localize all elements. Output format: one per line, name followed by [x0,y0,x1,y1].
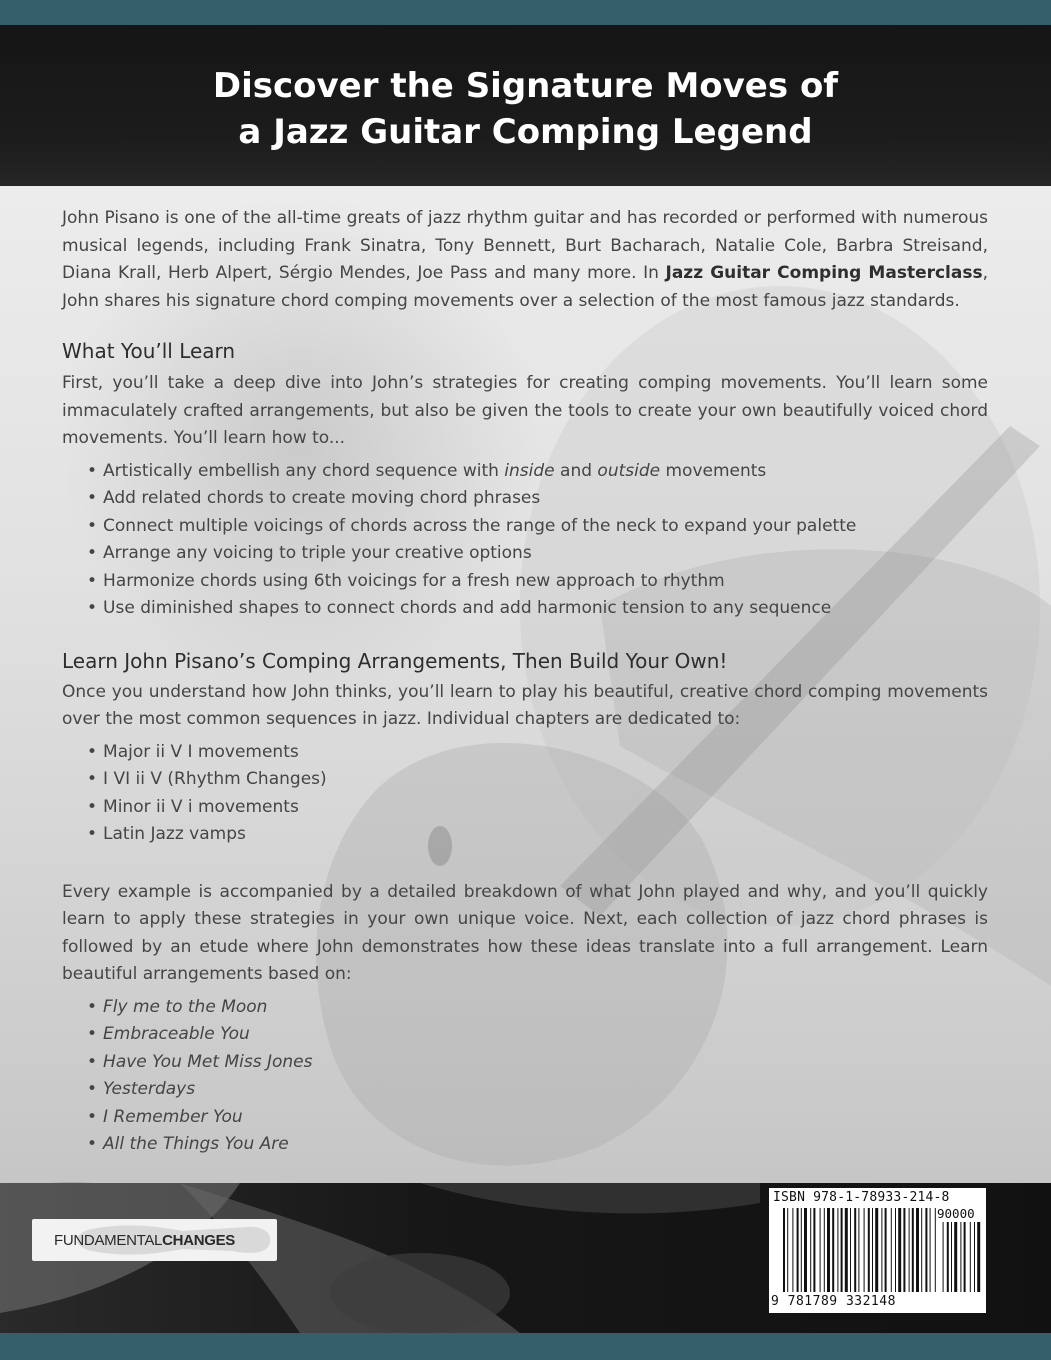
bullet-text: Artistically embellish any chord sequence with [103,460,505,481]
intro-paragraph [62,205,988,315]
list-item: • I VI ii V (Rhythm Changes) [87,766,988,794]
book-title: Jazz Guitar Comping Masterclass [665,263,983,283]
bottom-border [0,1333,1051,1360]
section1-intro: First, you’ll take a deep dive into John’s strategies for creating comping movements. You’ll learn some immaculately crafted arrangements, but also be given the tools to create your own beautifully voiced chord movements. You’ll learn how to... [62,373,988,448]
list-item: • Connect multiple voicings of chords across the range of the neck to expand your palette [87,513,988,541]
section-heading-what-youll-learn: What You’ll Learn [62,339,236,363]
skills-list [87,458,988,623]
header-band [0,25,1051,186]
section-heading-comping-arrangements: Learn John Pisano’s Comping Arrangements, Then Build Your Own! [62,648,728,673]
list-item: • Embraceable You [87,1021,988,1049]
intro-text-2: , John shares his signature chord comping movements over a selection of the most famous jazz standards. [62,263,988,311]
list-item: • Minor ii V i movements [87,794,988,822]
bullet-em-outside: outside [597,460,661,481]
section2-outro: Every example is accompanied by a detailed breakdown of what John played and why, and you’ll quickly learn to apply these strategies in your own unique voice. Next, each collection of jazz chord phrases is followed by an etude where John demonstrates how these ideas translate into a full arrangement. Learn beautiful arrangements based on: [62,881,988,984]
back-cover [0,25,1051,1333]
bullet-em-inside: inside [504,460,555,481]
cover-headline [0,63,1051,155]
list-item: • Major ii V I movements [87,739,988,767]
publisher-name-light: FUNDAMENTAL [54,1232,163,1249]
list-item: • Harmonize chords using 6th voicings for a fresh new approach to rhythm [87,568,988,596]
list-item: • Add related chords to create moving chord phrases [87,485,988,513]
list-item: • Have You Met Miss Jones [87,1049,988,1077]
list-item: • Latin Jazz vamps [87,821,988,849]
chapters-list [87,739,988,849]
list-item: • Use diminished shapes to connect chords and add harmonic tension to any sequence [87,595,988,623]
list-item [87,458,988,486]
headline-line-1: Discover the Signature Moves of [212,66,839,106]
songs-list [87,994,988,1159]
publisher-name [54,1232,235,1249]
publisher-name-bold: CHANGES [162,1232,236,1249]
list-item: • Arrange any voicing to triple your creative options [87,540,988,568]
isbn-number: ISBN 978-1-78933-214-8 [773,1190,950,1205]
bullet-text: and [554,460,598,481]
price-code: 90000 [937,1206,975,1221]
list-item: • All the Things You Are [87,1131,988,1159]
section2-intro: Once you understand how John thinks, you’ll learn to play his beautiful, creative chord comping movements over the most common sequences in jazz. Individual chapters are dedicated to: [62,681,988,729]
description-text [62,205,988,1159]
publisher-logo [32,1219,277,1261]
top-border [0,0,1051,25]
ean-number: 9 781789 332148 [771,1294,896,1309]
intro-text-1: John Pisano is one of the all-time greats of jazz rhythm guitar and has recorded or performed with numerous musical legends, including Frank Sinatra, Tony Bennett, Burt Bacharach, Natalie Cole, Barbra Streisand, Diana Krall, Herb Alpert, Sérgio Mendes, Joe Pass and many more. In [62,208,988,283]
headline-line-2: a Jazz Guitar Comping Legend [238,112,813,152]
bullet-text: movements [660,460,767,481]
isbn-barcode [769,1188,986,1313]
list-item: • Fly me to the Moon [87,994,988,1022]
list-item: • I Remember You [87,1104,988,1132]
list-item: • Yesterdays [87,1076,988,1104]
